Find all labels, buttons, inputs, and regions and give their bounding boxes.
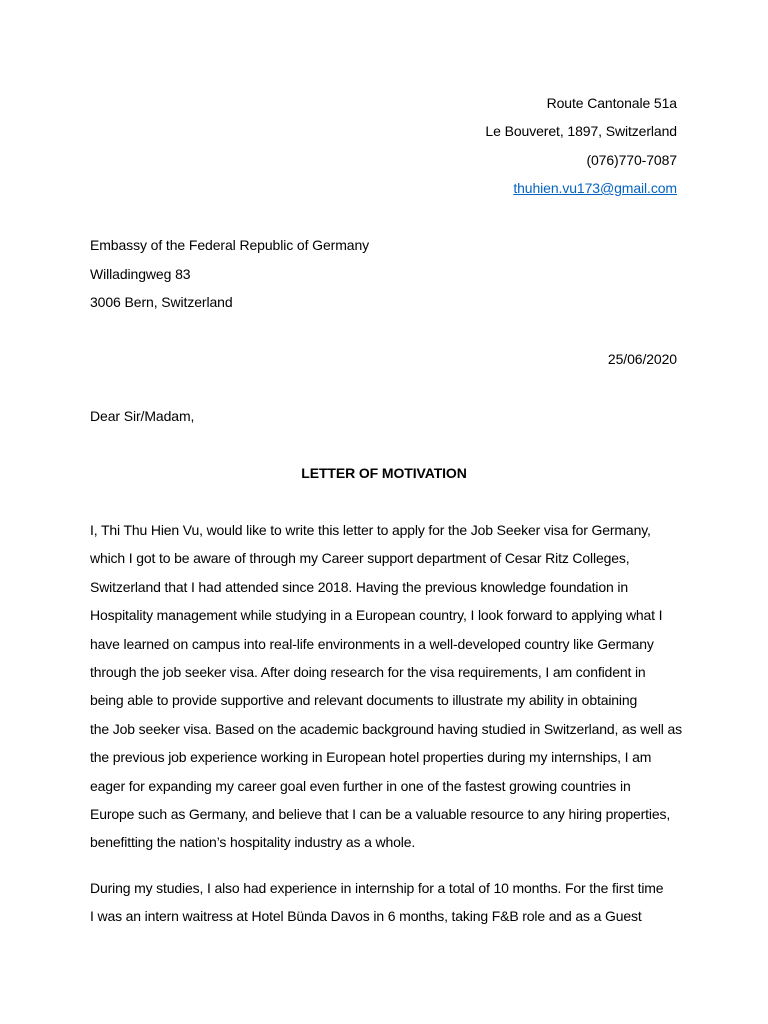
paragraph-1 — [90, 516, 690, 857]
recipient-city: 3006 Bern, Switzerland — [90, 294, 233, 310]
paragraph-line: the Job seeker visa. Based on the academic background having studied in Switzerland, as well as — [90, 720, 682, 737]
paragraph-line: eager for expanding my career goal even further in one of the fastest growing countries in — [90, 777, 631, 794]
sender-city: Le Bouveret, 1897, Switzerland — [485, 123, 677, 139]
paragraph-line: which I got to be aware of through my Career support department of Cesar Ritz Colleges, — [90, 550, 630, 567]
paragraph-2 — [90, 874, 690, 931]
sender-email-link[interactable]: thuhien.vu173@gmail.com — [513, 180, 677, 196]
paragraph-line: I was an intern waitress at Hotel Bünda Davos in 6 months, taking F&B role and as a Guest — [90, 908, 642, 925]
salutation: Dear Sir/Madam, — [90, 408, 195, 424]
letter-date: 25/06/2020 — [607, 351, 677, 367]
paragraph-line: During my studies, I also had experience in internship for a total of 10 months. For the first time — [90, 880, 664, 896]
paragraph-line: have learned on campus into real-life environments in a well-developed country like Germany — [90, 635, 654, 652]
paragraph-line: through the job seeker visa. After doing research for the visa requirements, I am confident in — [90, 664, 646, 681]
paragraph-line: Europe such as Germany, and believe that I can be a valuable resource to any hiring properties, — [90, 806, 671, 823]
recipient-street: Willadingweg 83 — [90, 266, 191, 282]
paragraph-line: Switzerland that I had attended since 2018. Having the previous knowledge foundation in — [90, 578, 628, 595]
recipient-name: Embassy of the Federal Republic of Germany — [90, 237, 370, 253]
paragraph-line: I, Thi Thu Hien Vu, would like to write this letter to apply for the Job Seeker visa for Germany, — [90, 522, 651, 538]
paragraph-line: benefitting the nation’s hospitality industry as a whole. — [90, 834, 416, 851]
sender-street: Route Cantonale 51a — [546, 95, 677, 111]
sender-phone: (076)770-7087 — [586, 152, 677, 168]
paragraph-line: being able to provide supportive and relevant documents to illustrate my ability in obtaining — [90, 692, 638, 709]
letter-title: LETTER OF MOTIVATION — [301, 465, 467, 481]
paragraph-line: Hospitality management while studying in a European country, I look forward to applying what I — [90, 607, 663, 624]
paragraph-line: the previous job experience working in European hotel properties during my internships, I am — [90, 749, 652, 766]
